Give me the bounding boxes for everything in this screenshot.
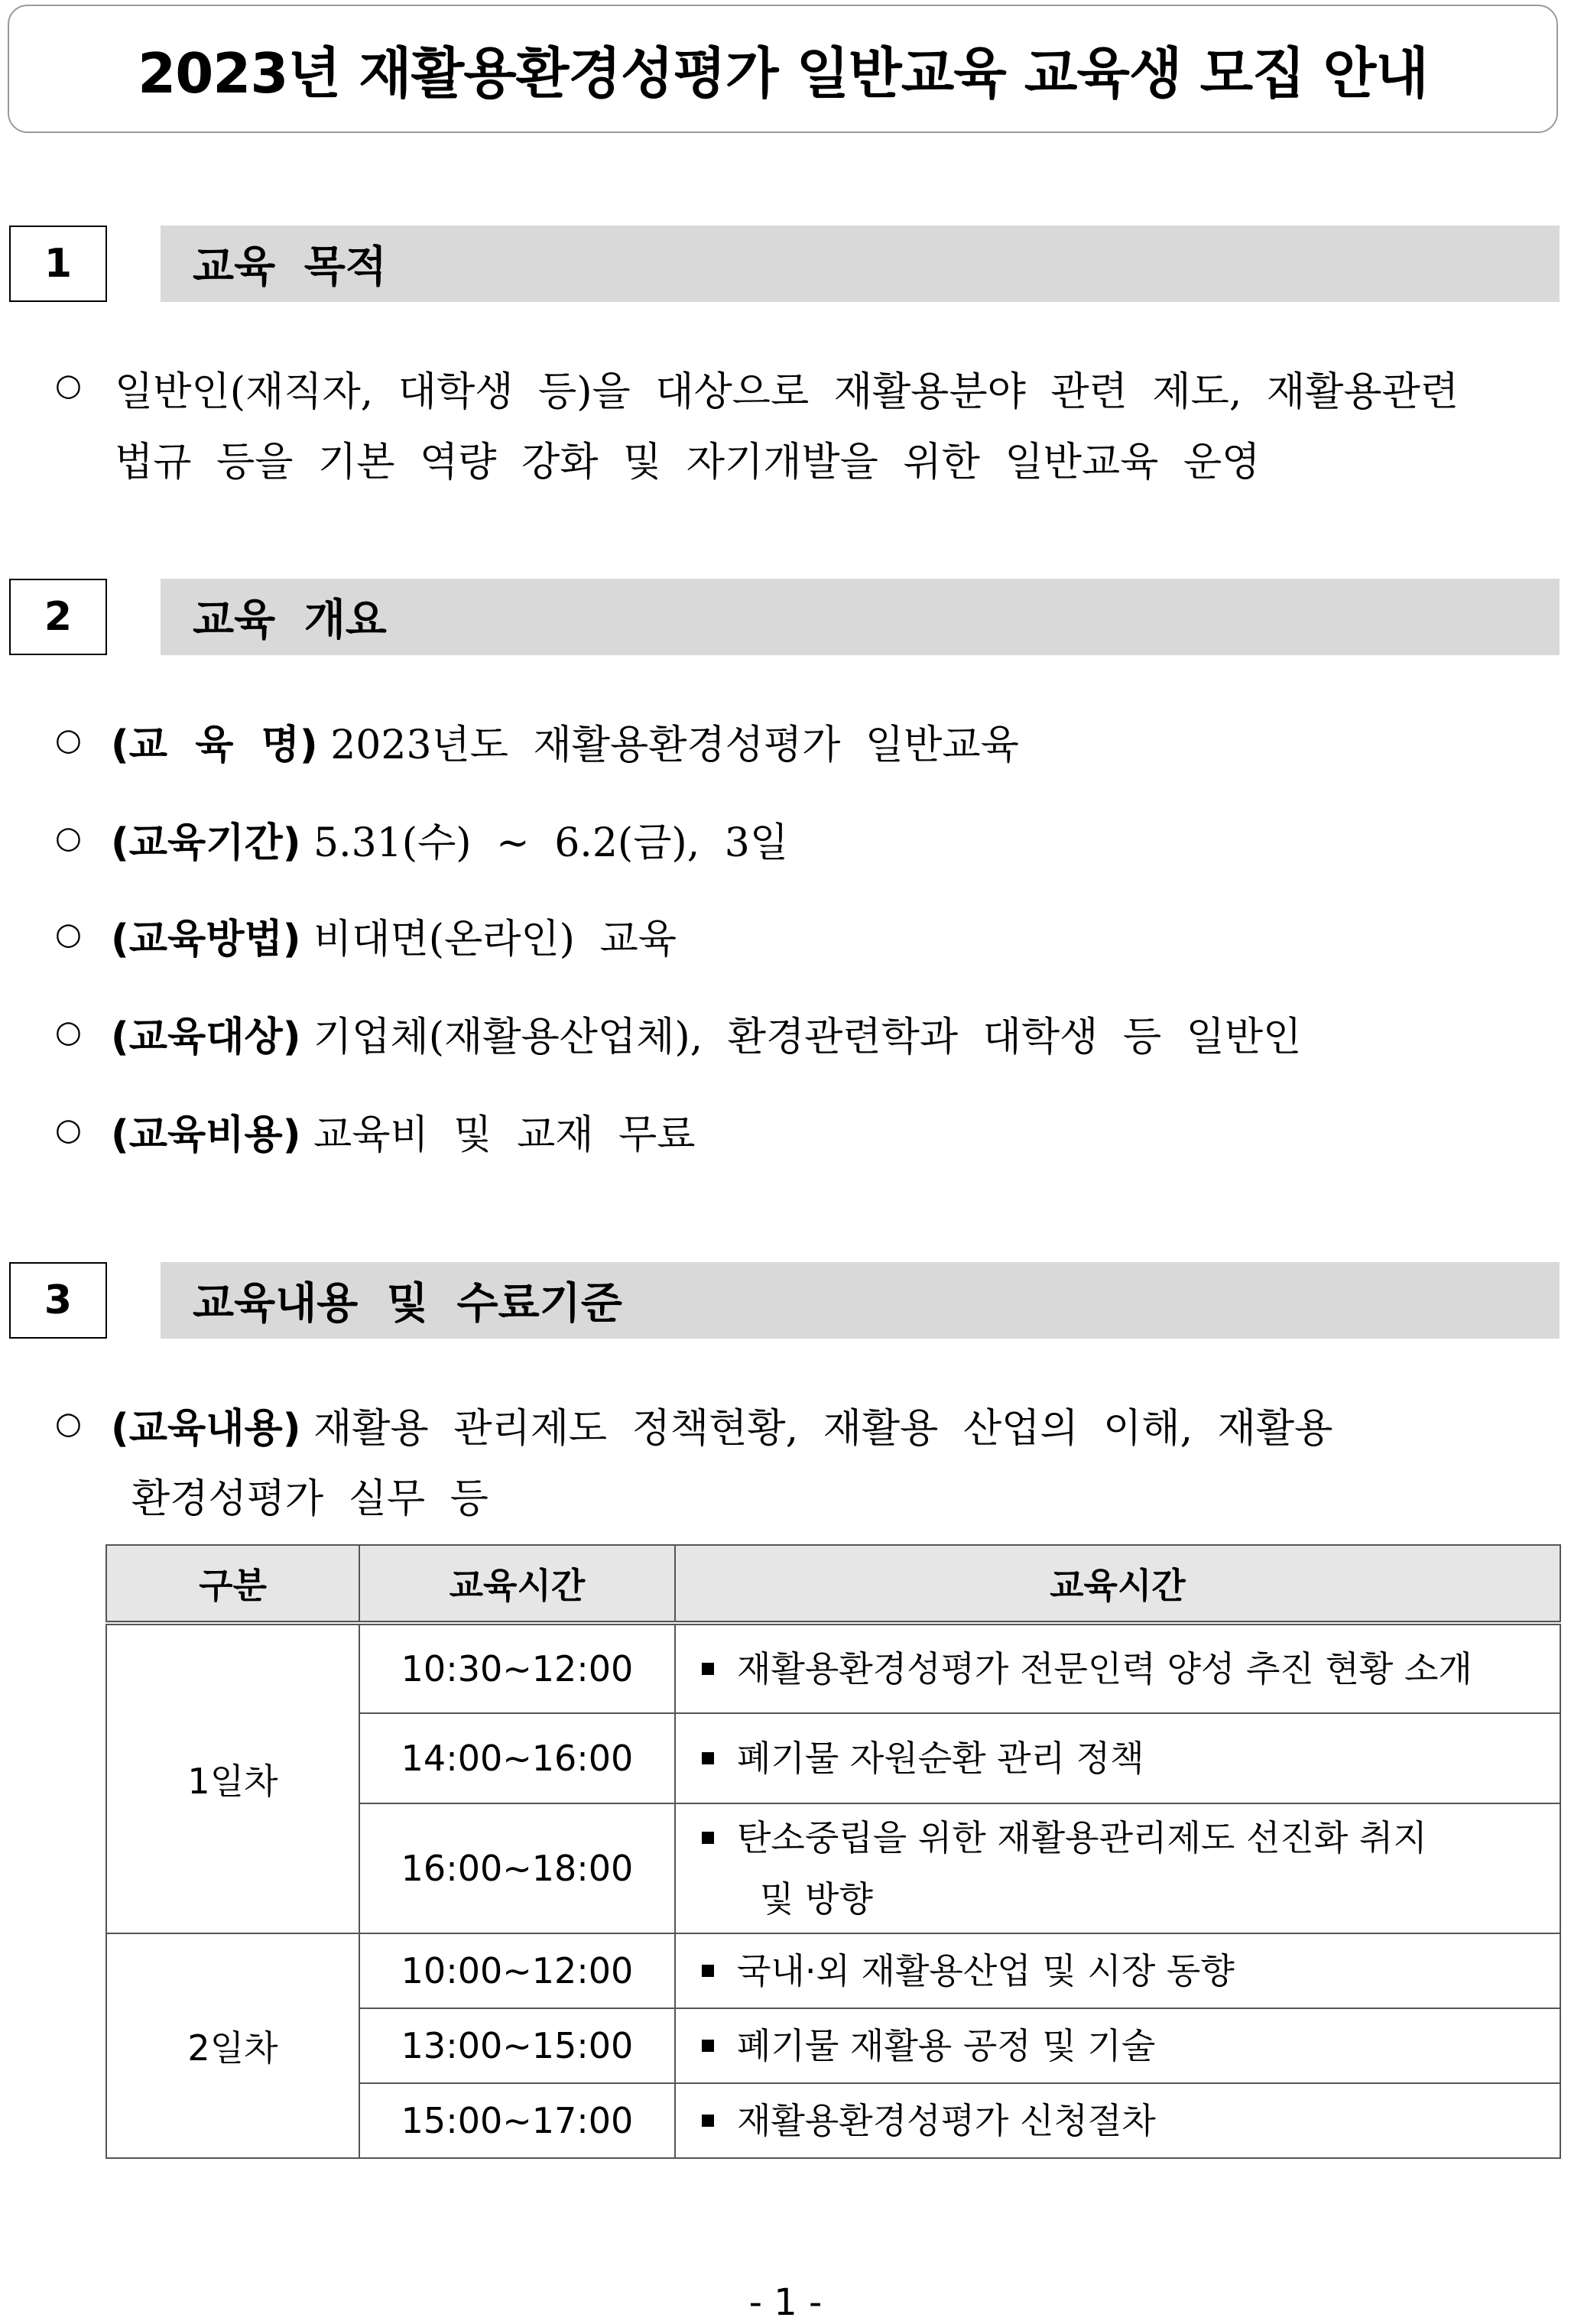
table-row xyxy=(106,1933,1560,2008)
purpose-line-1: 일반인(재직자, 대학생 등)을 대상으로 재활용분야 관련 제도, 재활용관련 xyxy=(115,369,1459,415)
content-line-1 xyxy=(111,1396,1332,1453)
item-cell xyxy=(675,1623,1560,1713)
time-cell: 10:00~12:00 xyxy=(359,1933,675,2008)
item-text: 폐기물 재활용 공정 및 기술 xyxy=(737,2025,1156,2066)
table-row xyxy=(106,1623,1560,1713)
bullet-marker: ○ xyxy=(55,722,82,758)
item-cell xyxy=(675,2083,1560,2158)
square-bullet-icon xyxy=(702,1965,714,1977)
table-header-row xyxy=(106,1545,1560,1623)
overview-label: (교육대상) xyxy=(111,1014,301,1060)
square-bullet-icon xyxy=(702,2115,714,2127)
item-cell xyxy=(675,1803,1560,1933)
item-cell xyxy=(675,2008,1560,2083)
overview-value: 5.31(수) ~ 6.2(금), 3일 xyxy=(313,820,789,866)
time-cell: 16:00~18:00 xyxy=(359,1803,675,1933)
header-time: 교육시간 xyxy=(359,1545,675,1623)
square-bullet-icon xyxy=(702,1832,714,1844)
square-bullet-icon xyxy=(702,1663,714,1675)
item-text: 재활용환경성평가 신청절차 xyxy=(737,2100,1156,2141)
bullet-marker: ○ xyxy=(55,820,82,855)
item-text: 국내·외 재활용산업 및 시장 동향 xyxy=(737,1950,1235,1991)
square-bullet-icon xyxy=(702,1752,714,1764)
overview-value: 기업체(재활용산업체), 환경관련학과 대학생 등 일반인 xyxy=(313,1014,1302,1060)
square-bullet-icon xyxy=(702,2040,714,2052)
bullet-marker: ○ xyxy=(55,368,82,403)
item-cell xyxy=(675,1713,1560,1803)
overview-item-period xyxy=(111,810,788,868)
section-3-number: 3 xyxy=(9,1262,107,1339)
header-category: 구분 xyxy=(106,1545,359,1623)
overview-label: (교 육 명) xyxy=(111,722,318,768)
time-cell: 15:00~17:00 xyxy=(359,2083,675,2158)
day-1-cell: 1일차 xyxy=(106,1623,359,1933)
page-number: - 1 - xyxy=(748,2281,823,2324)
overview-value: 2023년도 재활용환경성평가 일반교육 xyxy=(330,722,1019,768)
section-1-number: 1 xyxy=(9,226,107,302)
header-content: 교육시간 xyxy=(675,1545,1560,1623)
bullet-marker: ○ xyxy=(55,1112,82,1147)
bullet-marker: ○ xyxy=(55,1014,82,1050)
bullet-marker: ○ xyxy=(55,917,82,952)
overview-label: (교육방법) xyxy=(111,917,301,962)
section-2-heading: 교육 개요 xyxy=(161,579,1560,655)
content-label: (교육내용) xyxy=(111,1406,301,1452)
day-2-cell: 2일차 xyxy=(106,1933,359,2158)
overview-value: 비대면(온라인) 교육 xyxy=(313,917,677,962)
bullet-marker: ○ xyxy=(55,1406,82,1441)
section-3-heading: 교육내용 및 수료기준 xyxy=(161,1262,1560,1339)
title-box xyxy=(8,5,1558,133)
item-text: 탄소중립을 위한 재활용관리제도 선진화 취지 xyxy=(737,1817,1427,1858)
overview-value: 교육비 및 교재 무료 xyxy=(313,1112,696,1158)
overview-label: (교육비용) xyxy=(111,1112,301,1158)
overview-item-method xyxy=(111,907,677,964)
content-line-2: 환경성평가 실무 등 xyxy=(131,1476,489,1522)
page-title: 2023년 재활용환경성평가 일반교육 교육생 모집 안내 xyxy=(138,41,1428,105)
time-cell: 13:00~15:00 xyxy=(359,2008,675,2083)
item-text: 재활용환경성평가 전문인력 양성 추진 현황 소개 xyxy=(737,1648,1472,1689)
overview-item-name xyxy=(111,712,1019,770)
section-2-number: 2 xyxy=(9,579,107,655)
schedule-table xyxy=(105,1544,1561,2159)
purpose-line-2: 법규 등을 기본 역량 강화 및 자기개발을 위한 일반교육 운영 xyxy=(115,440,1261,485)
time-cell: 14:00~16:00 xyxy=(359,1713,675,1803)
content-value: 재활용 관리제도 정책현황, 재활용 산업의 이해, 재활용 xyxy=(313,1406,1333,1452)
overview-item-target xyxy=(111,1005,1301,1062)
overview-item-cost xyxy=(111,1102,695,1160)
item-text-continued: 및 방향 xyxy=(760,1878,873,1920)
item-text: 폐기물 자원순환 관리 정책 xyxy=(737,1738,1144,1779)
item-cell xyxy=(675,1933,1560,2008)
overview-label: (교육기간) xyxy=(111,820,301,866)
time-cell: 10:30~12:00 xyxy=(359,1623,675,1713)
section-1-heading: 교육 목적 xyxy=(161,226,1560,302)
